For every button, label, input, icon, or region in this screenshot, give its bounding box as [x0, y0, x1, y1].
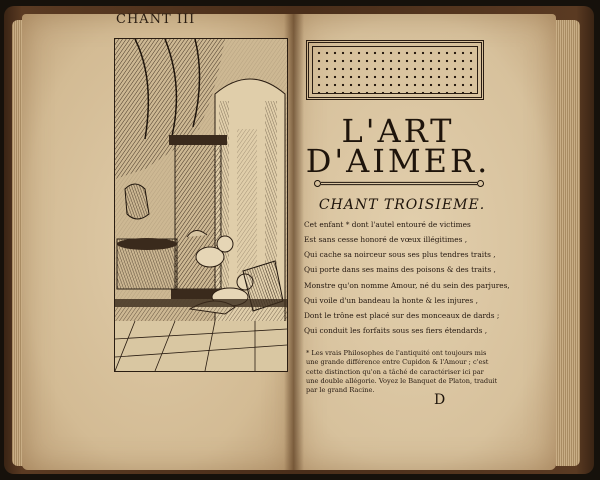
verse-line: Dont le trône est placé sur des monceaux de dards ; [304, 311, 500, 320]
verse-line: Qui porte dans ses mains des poisons & des traits , [304, 265, 496, 274]
verse-line: Cet enfant * dont l'autel entouré de victimes [304, 220, 471, 229]
dot-pattern-ornament [312, 46, 478, 94]
running-head: CHANT III [116, 12, 196, 27]
ornamental-headpiece [306, 40, 484, 100]
title-line-1: L'ART [341, 112, 455, 150]
footnote: * Les vrais Philosophes de l'antiquité ont toujours mis une grande différence entre Cupidon & l'Amour ; c'est cette distinction qu'on a tâché de caractériser ici par une double allégorie. Voyez le Banquet de Platon, traduit par le grand Racine. [306, 349, 498, 395]
verse-line: Est sans cesse honoré de vœux illégitimes , [304, 235, 468, 244]
title-line-2: D'AIMER. [305, 142, 491, 180]
verse-line: Qui cache sa noirceur sous ses plus tendres traits , [304, 250, 496, 259]
right-page-edges [556, 20, 580, 466]
verse-line: Qui voile d'un bandeau la honte & les injures , [304, 296, 478, 305]
verse-line: Qui conduit les forfaits sous ses fiers étendards , [304, 326, 488, 335]
open-book [4, 6, 594, 474]
verse-line: Monstre qu'on nomme Amour, né du sein des parjures, [304, 281, 510, 290]
signature-mark: D [434, 392, 446, 408]
chant-title: CHANT TROISIEME. [318, 197, 486, 213]
decorative-rule [314, 180, 484, 187]
frontispiece-engraving [114, 38, 288, 372]
